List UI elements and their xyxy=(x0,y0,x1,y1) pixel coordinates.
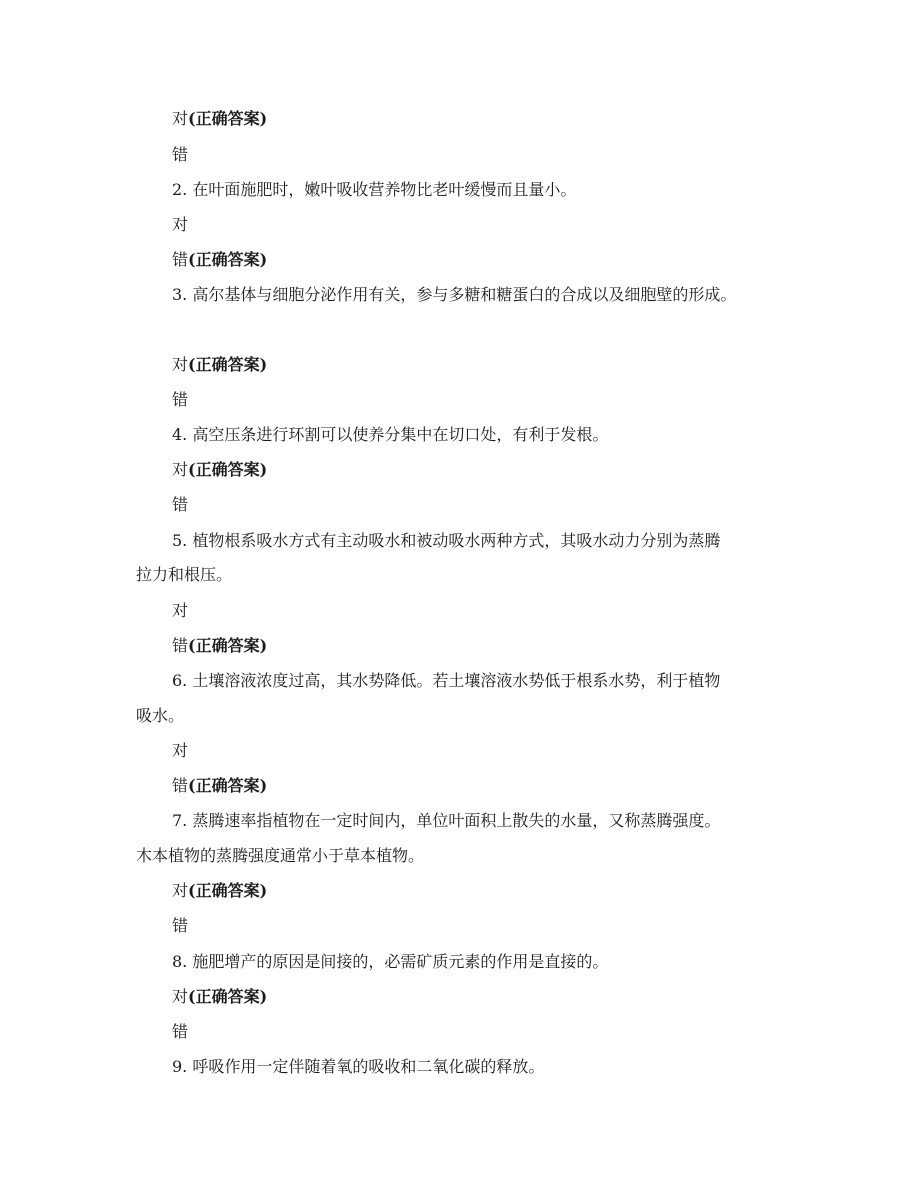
option-label: 错 xyxy=(172,250,189,269)
q2-option-true xyxy=(172,215,188,235)
q4-option-true xyxy=(172,460,267,480)
correct-answer-tag: (正确答案) xyxy=(188,881,268,900)
q5-option-false xyxy=(172,636,267,656)
q7-option-true xyxy=(172,881,267,901)
option-label: 对 xyxy=(172,881,189,900)
option-label: 对 xyxy=(172,601,189,620)
q7-text-line1: 7. 蒸腾速率指植物在一定时间内，单位叶面积上散失的水量，又称蒸腾强度。 xyxy=(172,811,721,830)
q4-text: 4. 高空压条进行环割可以使养分集中在切口处，有利于发根。 xyxy=(172,425,609,444)
q6-text-line1: 6. 土壤溶液浓度过高，其水势降低。若土壤溶液水势低于根系水势，利于植物 xyxy=(172,671,721,690)
correct-answer-tag: (正确答案) xyxy=(188,355,268,374)
q1-option-true xyxy=(172,109,267,129)
q3-option-false xyxy=(172,390,188,410)
q6-text-line2: 吸水。 xyxy=(136,706,185,725)
correct-answer-tag: (正确答案) xyxy=(188,109,268,128)
q5-text-line2: 拉力和根压。 xyxy=(136,565,233,584)
option-label: 对 xyxy=(172,460,189,479)
q5-option-true xyxy=(172,601,188,621)
q6-option-true xyxy=(172,741,188,761)
option-label: 错 xyxy=(172,916,189,935)
q8-text: 8. 施肥增产的原因是间接的，必需矿质元素的作用是直接的。 xyxy=(172,952,609,971)
correct-answer-tag: (正确答案) xyxy=(188,987,268,1006)
option-label: 错 xyxy=(172,390,189,409)
correct-answer-tag: (正确答案) xyxy=(188,250,268,269)
correct-answer-tag: (正确答案) xyxy=(188,460,268,479)
q4-option-false xyxy=(172,495,188,515)
option-label: 错 xyxy=(172,145,189,164)
q2-text: 2. 在叶面施肥时，嫩叶吸收营养物比老叶缓慢而且量小。 xyxy=(172,180,577,199)
option-label: 错 xyxy=(172,776,189,795)
option-label: 错 xyxy=(172,495,189,514)
q1-option-false xyxy=(172,145,188,165)
option-label: 错 xyxy=(172,1022,189,1041)
correct-answer-tag: (正确答案) xyxy=(188,776,268,795)
q9-text: 9. 呼吸作用一定伴随着氧的吸收和二氧化碳的释放。 xyxy=(172,1057,545,1076)
q7-option-false xyxy=(172,916,188,936)
q8-option-false xyxy=(172,1022,188,1042)
q6-option-false xyxy=(172,776,267,796)
q7-text-line2: 木本植物的蒸腾强度通常小于草本植物。 xyxy=(136,846,425,865)
q3-text: 3. 高尔基体与细胞分泌作用有关，参与多糖和糖蛋白的合成以及细胞壁的形成。 xyxy=(172,285,737,304)
option-label: 对 xyxy=(172,741,189,760)
option-label: 对 xyxy=(172,355,189,374)
q2-option-false xyxy=(172,250,267,270)
option-label: 错 xyxy=(172,636,189,655)
q3-option-true xyxy=(172,355,267,375)
option-label: 对 xyxy=(172,215,189,234)
option-label: 对 xyxy=(172,109,189,128)
q8-option-true xyxy=(172,987,267,1007)
q5-text-line1: 5. 植物根系吸水方式有主动吸水和被动吸水两种方式，其吸水动力分别为蒸腾 xyxy=(172,531,721,550)
option-label: 对 xyxy=(172,987,189,1006)
correct-answer-tag: (正确答案) xyxy=(188,636,268,655)
